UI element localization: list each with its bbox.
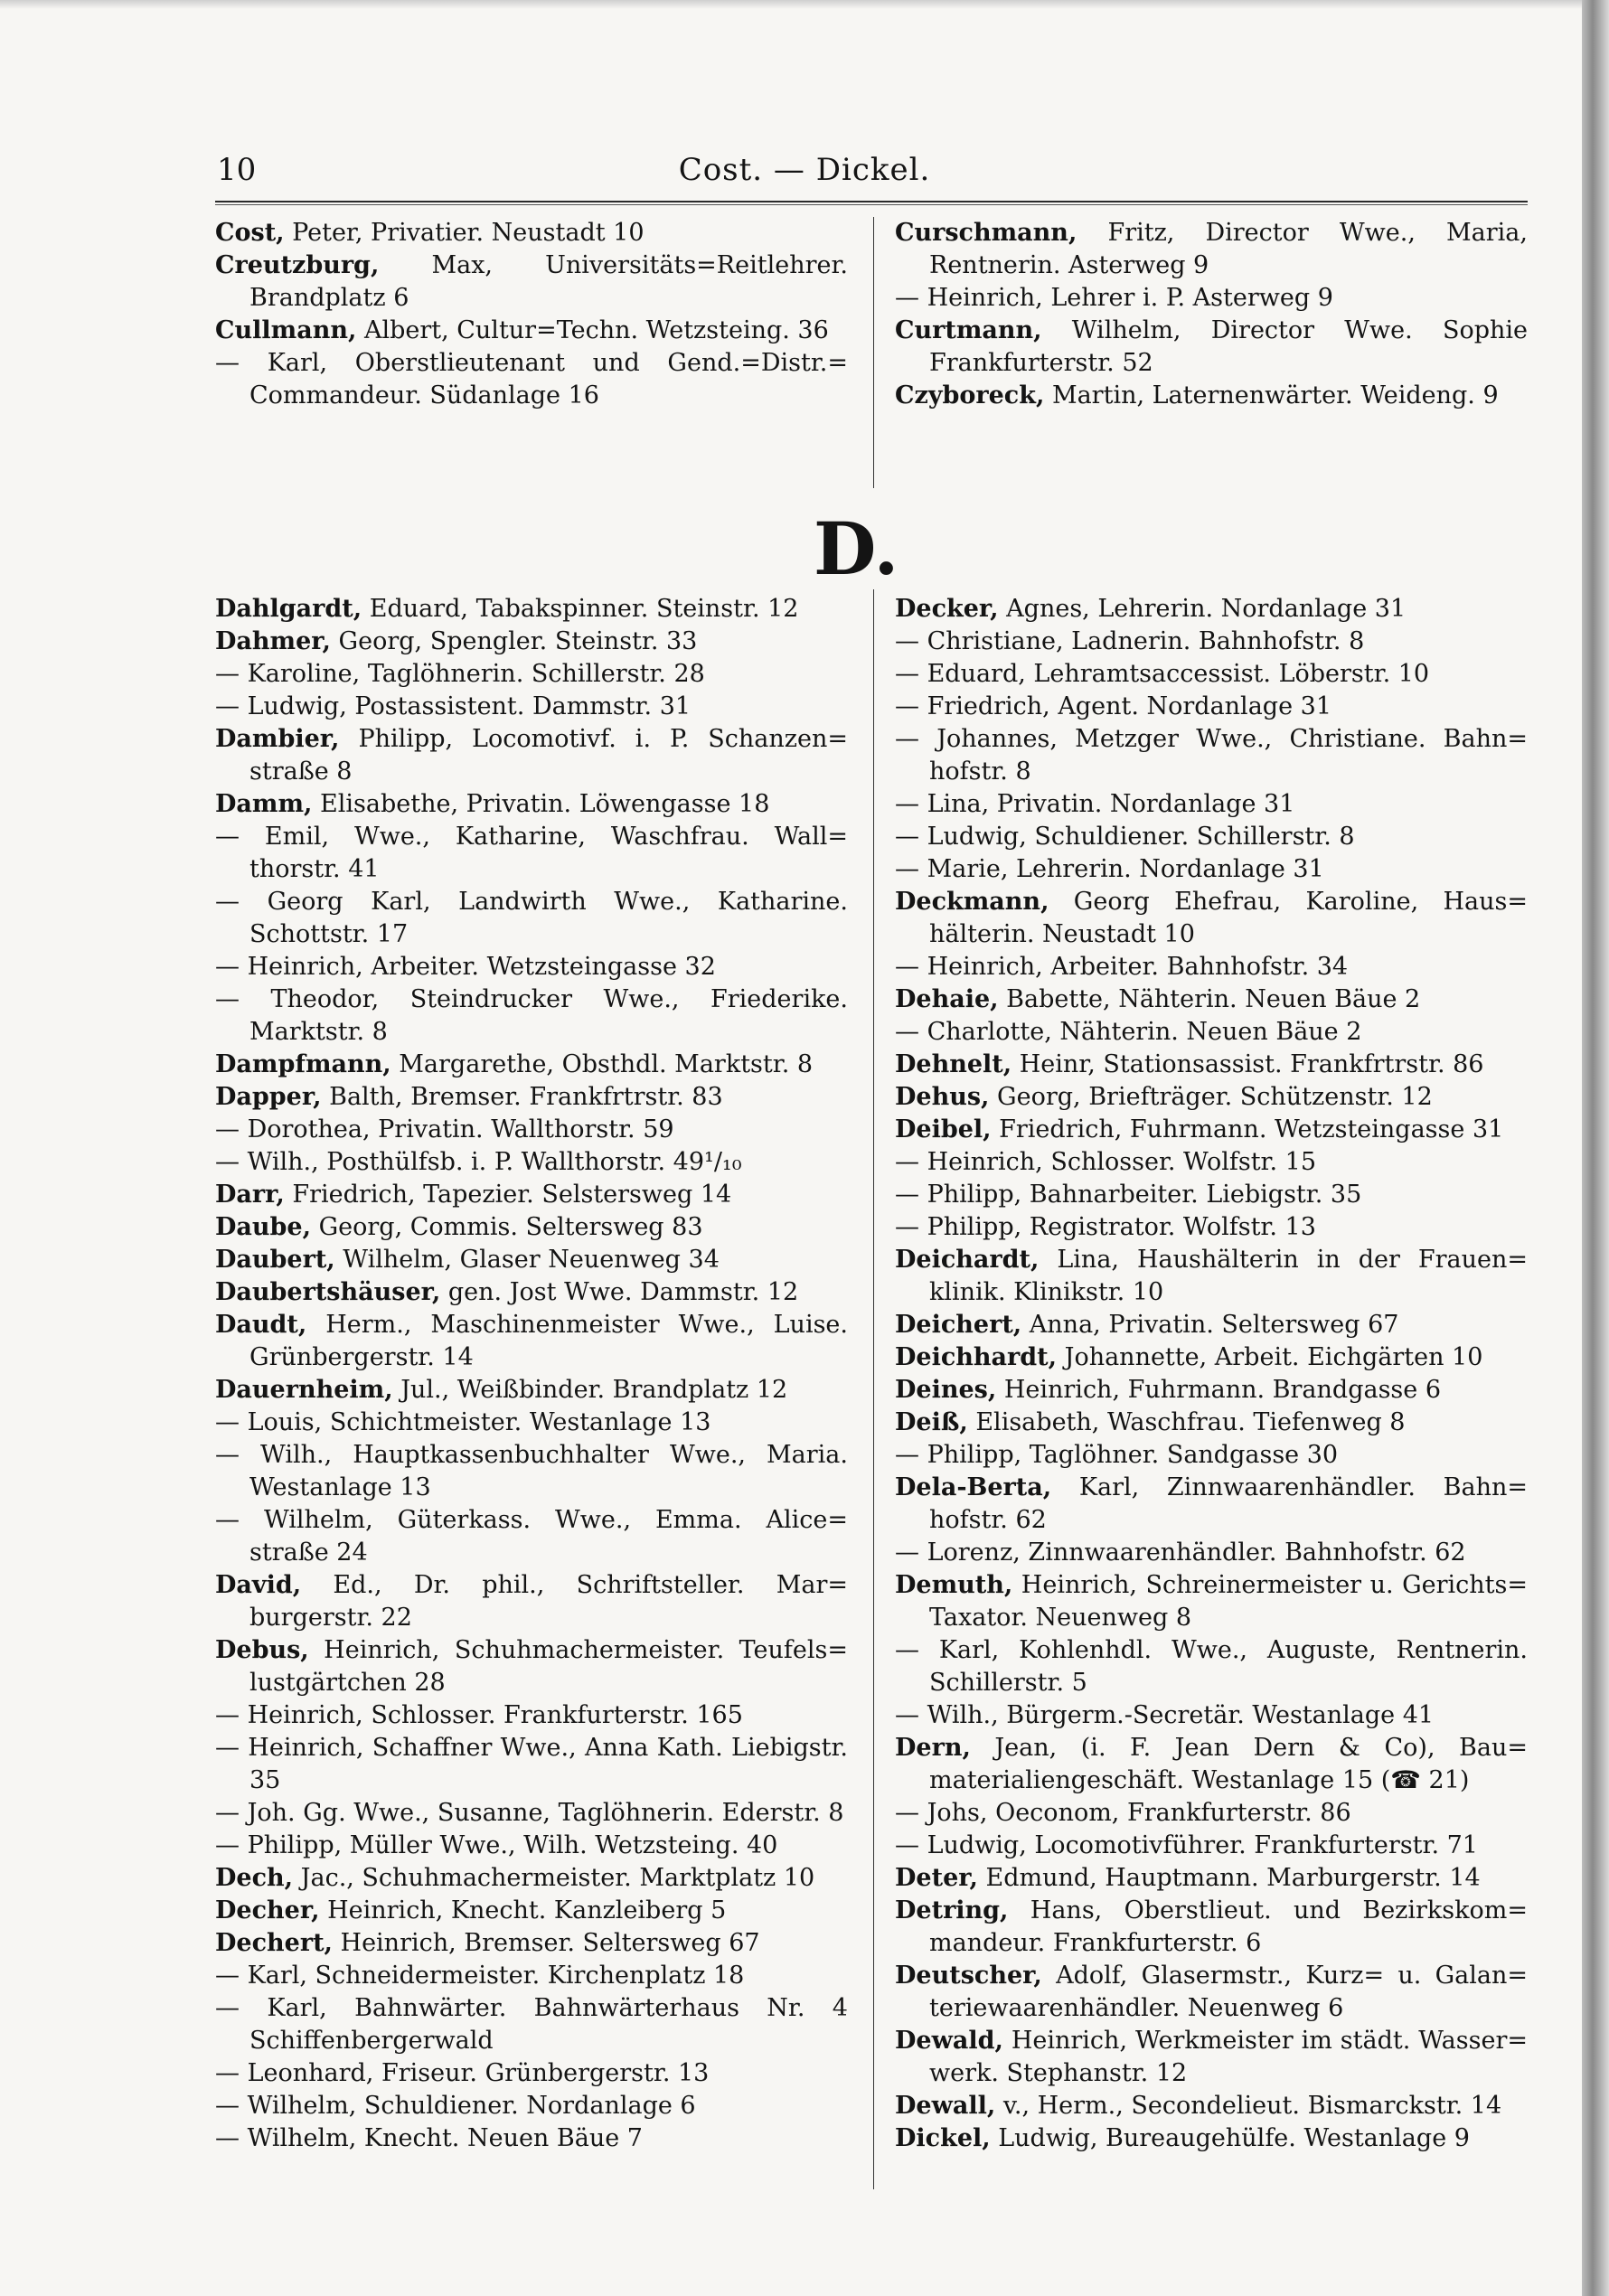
entry-details: Elisabeth, Waschfrau. Tiefenweg 8: [967, 1408, 1406, 1436]
entry-details: Georg, Spengler. Steinstr. 33: [330, 627, 698, 655]
column-divider-main: [873, 589, 874, 2189]
entry-details: — Heinrich, Schaffner Wwe., Anna Kath. Liebigstr. 35: [215, 1734, 848, 1794]
entry-details: — Louis, Schichtmeister. Westanlage 13: [215, 1408, 711, 1436]
directory-entry: [215, 1081, 848, 1114]
entry-details: Wilhelm, Director Wwe. Sophie Frankfurterstr. 52: [929, 316, 1528, 377]
entry-details: Heinrich, Knecht. Kanzleiberg 5: [319, 1896, 727, 1924]
entry-details: Heinrich, Werkmeister im städt. Wasser= werk. Stephanstr. 12: [929, 2027, 1528, 2087]
entry-surname: Darr,: [215, 1181, 285, 1209]
directory-entry: [895, 1569, 1528, 1634]
directory-entry: [215, 626, 848, 658]
entry-details: — Johs, Oeconom, Frankfurterstr. 86: [895, 1799, 1351, 1827]
entry-details: — Theodor, Steindrucker Wwe., Friederike. Marktstr. 8: [215, 985, 848, 1046]
directory-entry: [215, 1927, 848, 1960]
header-rule: [215, 201, 1528, 202]
directory-entry: [895, 1862, 1528, 1895]
entry-surname: Czyboreck,: [895, 381, 1045, 409]
directory-entry: [215, 217, 848, 249]
entry-surname: Dewald,: [895, 2027, 1003, 2055]
directory-entry: [895, 1960, 1528, 2025]
directory-entry: [895, 2025, 1528, 2090]
directory-entry: [895, 853, 1528, 886]
directory-entry: [895, 2122, 1528, 2155]
directory-entry: [895, 821, 1528, 853]
entry-details: — Friedrich, Agent. Nordanlage 31: [895, 692, 1331, 720]
entry-details: — Joh. Gg. Wwe., Susanne, Taglöhnerin. Ederstr. 8: [215, 1799, 844, 1827]
directory-entry: [215, 2122, 848, 2155]
directory-entry: [895, 1439, 1528, 1472]
entry-surname: Deiß,: [895, 1408, 968, 1436]
directory-entry: [895, 1537, 1528, 1569]
entry-surname: Curschmann,: [895, 219, 1077, 247]
directory-entry: [215, 249, 848, 315]
directory-entry: [895, 691, 1528, 723]
directory-entry: [215, 1504, 848, 1569]
directory-entry: [215, 886, 848, 951]
directory-entry: [895, 1309, 1528, 1341]
entry-details: — Ludwig, Schuldiener. Schillerstr. 8: [895, 823, 1355, 851]
directory-entry: [215, 1699, 848, 1732]
directory-entry: [895, 1049, 1528, 1081]
entry-surname: Dapper,: [215, 1083, 322, 1111]
directory-entry: [895, 1797, 1528, 1830]
entry-surname: Demuth,: [895, 1571, 1013, 1599]
directory-entry: [895, 1895, 1528, 1960]
entry-details: Wilhelm, Glaser Neuenweg 34: [334, 1246, 720, 1274]
directory-entry: [215, 593, 848, 626]
entry-details: — Philipp, Müller Wwe., Wilh. Wetzsteing. 40: [215, 1831, 778, 1859]
directory-entry: [895, 1179, 1528, 1211]
entry-details: Babette, Nähterin. Neuen Bäue 2: [998, 985, 1421, 1013]
directory-entry: [215, 1862, 848, 1895]
entry-details: — Eduard, Lehramtsaccessist. Löberstr. 10: [895, 660, 1430, 688]
entry-details: — Karl, Kohlenhdl. Wwe., Auguste, Rentnerin. Schillerstr. 5: [895, 1636, 1528, 1697]
directory-entry: [215, 1634, 848, 1699]
entry-details: — Charlotte, Nähterin. Neuen Bäue 2: [895, 1018, 1362, 1046]
entry-details: — Karl, Bahnwärter. Bahnwärterhaus Nr. 4 Schiffenbergerwald: [215, 1994, 848, 2055]
entry-details: — Philipp, Bahnarbeiter. Liebigstr. 35: [895, 1181, 1362, 1209]
header-rule-thin: [215, 204, 1528, 205]
directory-entry: [895, 983, 1528, 1016]
directory-entry: [895, 1732, 1528, 1797]
directory-entry: [895, 626, 1528, 658]
entry-details: — Karl, Schneidermeister. Kirchenplatz 18: [215, 1962, 745, 1990]
directory-entry: [215, 1244, 848, 1276]
entry-details: — Emil, Wwe., Katharine, Waschfrau. Wall= thorstr. 41: [215, 823, 848, 883]
entry-details: Ed., Dr. phil., Schriftsteller. Mar= burgerstr. 22: [249, 1571, 848, 1632]
entry-details: Albert, Cultur=Techn. Wetzsteing. 36: [356, 316, 829, 344]
entry-surname: Dauernheim,: [215, 1376, 393, 1404]
entry-surname: Dehus,: [895, 1083, 990, 1111]
entry-details: — Ludwig, Locomotivführer. Frankfurterstr. 71: [895, 1831, 1478, 1859]
entry-details: Georg, Briefträger. Schützenstr. 12: [989, 1083, 1433, 1111]
column-divider-top: [873, 217, 874, 488]
directory-entry: [215, 1732, 848, 1797]
entry-details: — Karl, Oberstlieutenant und Gend.=Distr.= Commandeur. Südanlage 16: [215, 349, 848, 409]
section-letter-heading: D.: [814, 506, 899, 591]
top-right-entries: [895, 217, 1528, 412]
entry-details: — Wilh., Bürgerm.-Secretär. Westanlage 41: [895, 1701, 1435, 1729]
entry-details: Heinr, Stationsassist. Frankfrtrstr. 86: [1012, 1050, 1484, 1078]
directory-entry: [215, 1797, 848, 1830]
entry-details: — Wilhelm, Güterkass. Wwe., Emma. Alice= straße 24: [215, 1506, 848, 1567]
entry-surname: Cost,: [215, 219, 285, 247]
entry-details: v., Herm., Secondelieut. Bismarckstr. 14: [995, 2092, 1502, 2120]
directory-entry: [895, 1407, 1528, 1439]
entry-details: Heinrich, Fuhrmann. Brandgasse 6: [996, 1376, 1442, 1404]
entry-details: — Georg Karl, Landwirth Wwe., Katharine. Schottstr. 17: [215, 888, 848, 948]
directory-entry: [215, 1895, 848, 1927]
entry-details: Heinrich, Schreinermeister u. Gerichts= Taxator. Neuenweg 8: [929, 1571, 1528, 1632]
entry-details: — Leonhard, Friseur. Grünbergerstr. 13: [215, 2059, 710, 2087]
entry-details: Edmund, Hauptmann. Marburgerstr. 14: [977, 1864, 1481, 1892]
directory-entry: [895, 2090, 1528, 2122]
directory-entry: [215, 2090, 848, 2122]
directory-entry: [895, 1341, 1528, 1374]
directory-entry: [215, 1179, 848, 1211]
entry-surname: Dela-Berta,: [895, 1473, 1052, 1501]
directory-entry: [895, 886, 1528, 951]
directory-entry: [215, 1439, 848, 1504]
entry-details: — Heinrich, Arbeiter. Bahnhofstr. 34: [895, 953, 1349, 981]
entry-details: Hans, Oberstlieut. und Bezirkskom= mandeur. Frankfurterstr. 6: [929, 1896, 1528, 1957]
entry-details: Georg, Commis. Seltersweg 83: [311, 1213, 703, 1241]
entry-details: Heinrich, Schuhmachermeister. Teufels= lustgärtchen 28: [249, 1636, 848, 1697]
entry-surname: Deibel,: [895, 1115, 992, 1143]
directory-entry: [215, 2057, 848, 2090]
entry-details: Jac., Schuhmachermeister. Marktplatz 10: [293, 1864, 815, 1892]
entry-details: Max, Universitäts=Reitlehrer. Brandplatz 6: [249, 251, 848, 312]
entry-surname: Dechert,: [215, 1929, 333, 1957]
entry-surname: Damm,: [215, 790, 313, 818]
entry-details: — Philipp, Registrator. Wolfstr. 13: [895, 1213, 1316, 1241]
entry-details: — Heinrich, Lehrer i. P. Asterweg 9: [895, 284, 1333, 312]
entry-surname: Dampfmann,: [215, 1050, 391, 1078]
entry-surname: Creutzburg,: [215, 251, 380, 279]
entry-details: — Christiane, Ladnerin. Bahnhofstr. 8: [895, 627, 1365, 655]
directory-entry: [895, 788, 1528, 821]
entry-details: Fritz, Director Wwe., Maria, Rentnerin. Asterweg 9: [929, 219, 1528, 279]
directory-entry: [895, 951, 1528, 983]
directory-entry: [215, 347, 848, 412]
entry-surname: David,: [215, 1571, 302, 1599]
entry-surname: Dewall,: [895, 2092, 996, 2120]
entry-details: — Dorothea, Privatin. Wallthorstr. 59: [215, 1115, 674, 1143]
entry-details: Philipp, Locomotivf. i. P. Schanzen= straße 8: [249, 725, 848, 786]
directory-entry: [215, 821, 848, 886]
entry-surname: Deichardt,: [895, 1246, 1040, 1274]
entry-details: — Wilhelm, Schuldiener. Nordanlage 6: [215, 2092, 696, 2120]
entry-details: Georg Ehefrau, Karoline, Haus= hälterin. Neustadt 10: [929, 888, 1528, 948]
entry-surname: Daube,: [215, 1213, 311, 1241]
directory-entry: [895, 1114, 1528, 1146]
entry-details: Johannette, Arbeit. Eichgärten 10: [1057, 1343, 1483, 1371]
entry-surname: Dern,: [895, 1734, 971, 1762]
entry-details: Balth, Bremser. Frankfrtrstr. 83: [321, 1083, 723, 1111]
entry-details: — Ludwig, Postassistent. Dammstr. 31: [215, 692, 692, 720]
directory-entry: [215, 1309, 848, 1374]
entry-surname: Dambier,: [215, 725, 340, 753]
entry-surname: Daudt,: [215, 1311, 307, 1339]
directory-entry: [895, 1081, 1528, 1114]
entry-surname: Dickel,: [895, 2124, 991, 2152]
directory-entry: [895, 315, 1528, 380]
entry-details: Lina, Haushälterin in der Frauen= klinik. Klinikstr. 10: [929, 1246, 1528, 1306]
entry-details: Martin, Laternenwärter. Weideng. 9: [1044, 381, 1499, 409]
directory-entry: [215, 788, 848, 821]
directory-entry: [215, 1960, 848, 1992]
entry-details: Peter, Privatier. Neustadt 10: [284, 219, 645, 247]
directory-entry: [895, 1830, 1528, 1862]
entry-surname: Decker,: [895, 595, 999, 623]
entry-details: — Lorenz, Zinnwaarenhändler. Bahnhofstr. 62: [895, 1539, 1466, 1567]
directory-entry: [895, 1472, 1528, 1537]
directory-entry: [215, 1114, 848, 1146]
entry-surname: Deter,: [895, 1864, 978, 1892]
directory-entry: [895, 723, 1528, 788]
entry-details: Anna, Privatin. Seltersweg 67: [1021, 1311, 1399, 1339]
entry-surname: Deckmann,: [895, 888, 1049, 916]
directory-entry: [895, 1244, 1528, 1309]
entry-details: Margarethe, Obsthdl. Marktstr. 8: [390, 1050, 814, 1078]
directory-entry: [215, 315, 848, 347]
directory-entry: [215, 1407, 848, 1439]
entry-surname: Dehnelt,: [895, 1050, 1012, 1078]
directory-entry: [215, 1146, 848, 1179]
page-right-edge: [1582, 0, 1609, 2296]
directory-entry: [895, 282, 1528, 315]
directory-entry: [895, 1634, 1528, 1699]
entry-surname: Detring,: [895, 1896, 1009, 1924]
directory-entry: [895, 1699, 1528, 1732]
entry-details: — Heinrich, Schlosser. Wolfstr. 15: [895, 1148, 1317, 1176]
entry-surname: Deichert,: [895, 1311, 1022, 1339]
directory-entry: [895, 217, 1528, 282]
left-column-entries: [215, 593, 848, 2155]
directory-entry: [895, 1016, 1528, 1049]
entry-surname: Deichhardt,: [895, 1343, 1058, 1371]
entry-details: Agnes, Lehrerin. Nordanlage 31: [998, 595, 1407, 623]
entry-surname: Dahmer,: [215, 627, 331, 655]
page-number: 10: [217, 152, 257, 188]
entry-details: — Marie, Lehrerin. Nordanlage 31: [895, 855, 1324, 883]
entry-details: — Karoline, Taglöhnerin. Schillerstr. 28: [215, 660, 705, 688]
entry-surname: Dahlgardt,: [215, 595, 362, 623]
entry-details: Karl, Zinnwaarenhändler. Bahn= hofstr. 62: [929, 1473, 1528, 1534]
directory-entry: [895, 380, 1528, 412]
entry-details: Friedrich, Fuhrmann. Wetzsteingasse 31: [991, 1115, 1504, 1143]
entry-surname: Dech,: [215, 1864, 294, 1892]
entry-details: Heinrich, Bremser. Seltersweg 67: [332, 1929, 760, 1957]
entry-details: Herm., Maschinenmeister Wwe., Luise. Grünbergerstr. 14: [249, 1311, 848, 1371]
directory-entry: [895, 1146, 1528, 1179]
top-left-entries: [215, 217, 848, 412]
directory-entry: [215, 1374, 848, 1407]
entry-details: — Wilhelm, Knecht. Neuen Bäue 7: [215, 2124, 643, 2152]
entry-surname: Debus,: [215, 1636, 309, 1664]
page-top-edge: [0, 0, 1609, 9]
entry-details: — Johannes, Metzger Wwe., Christiane. Bahn= hofstr. 8: [895, 725, 1528, 786]
directory-entry: [215, 1049, 848, 1081]
entry-surname: Daubertshäuser,: [215, 1278, 441, 1306]
right-column-entries: [895, 593, 1528, 2155]
entry-details: — Wilh., Hauptkassenbuchhalter Wwe., Maria. Westanlage 13: [215, 1441, 848, 1501]
entry-details: — Heinrich, Schlosser. Frankfurterstr. 165: [215, 1701, 743, 1729]
directory-entry: [215, 1992, 848, 2057]
entry-details: — Wilh., Posthülfsb. i. P. Wallthorstr. 49¹/₁₀: [215, 1148, 742, 1176]
directory-entry: [215, 1830, 848, 1862]
entry-details: Eduard, Tabakspinner. Steinstr. 12: [362, 595, 799, 623]
entry-details: Jean, (i. F. Jean Dern & Co), Bau= materialiengeschäft. Westanlage 15 (☎ 21): [929, 1734, 1528, 1794]
entry-surname: Deutscher,: [895, 1962, 1042, 1990]
entry-details: Jul., Weißbinder. Brandplatz 12: [392, 1376, 788, 1404]
entry-details: Ludwig, Bureaugehülfe. Westanlage 9: [990, 2124, 1470, 2152]
directory-entry: [215, 1211, 848, 1244]
directory-entry: [895, 1211, 1528, 1244]
entry-details: — Heinrich, Arbeiter. Wetzsteingasse 32: [215, 953, 716, 981]
directory-entry: [215, 951, 848, 983]
directory-entry: [215, 983, 848, 1049]
directory-entry: [895, 658, 1528, 691]
entry-surname: Curtmann,: [895, 316, 1042, 344]
entry-surname: Deines,: [895, 1376, 997, 1404]
entry-details: — Lina, Privatin. Nordanlage 31: [895, 790, 1295, 818]
directory-entry: [215, 1569, 848, 1634]
entry-surname: Decher,: [215, 1896, 320, 1924]
entry-surname: Cullmann,: [215, 316, 357, 344]
entry-surname: Dehaie,: [895, 985, 999, 1013]
directory-entry: [895, 1374, 1528, 1407]
entry-details: gen. Jost Wwe. Dammstr. 12: [440, 1278, 799, 1306]
directory-entry: [215, 1276, 848, 1309]
entry-details: — Philipp, Taglöhner. Sandgasse 30: [895, 1441, 1339, 1469]
entry-details: Friedrich, Tapezier. Selstersweg 14: [284, 1181, 732, 1209]
running-head: Cost. — Dickel.: [678, 152, 931, 188]
directory-entry: [215, 658, 848, 691]
entry-surname: Daubert,: [215, 1246, 335, 1274]
directory-entry: [215, 723, 848, 788]
directory-entry: [895, 593, 1528, 626]
entry-details: Adolf, Glasermstr., Kurz= u. Galan= teriewaarenhändler. Neuenweg 6: [929, 1962, 1528, 2022]
entry-details: Elisabethe, Privatin. Löwengasse 18: [312, 790, 770, 818]
directory-entry: [215, 691, 848, 723]
